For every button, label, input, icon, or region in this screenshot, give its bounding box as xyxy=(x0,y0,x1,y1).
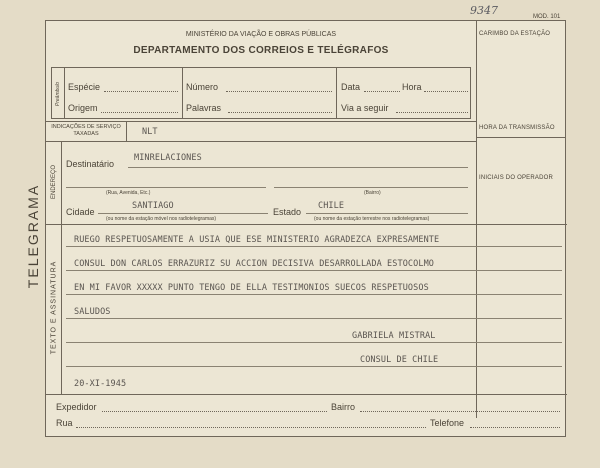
cidade-hint: (ou nome da estação móvel nos radiotelegramas) xyxy=(106,216,217,222)
signature-name: GABRIELA MISTRAL xyxy=(352,331,436,341)
rua-label: Rua xyxy=(56,418,73,428)
estado-label: Estado xyxy=(273,207,302,217)
body-line-1: RUEGO RESPETUOSAMENTE A USIA QUE ESE MINISTERIO AGRADEZCA EXPRESAMENTE xyxy=(74,235,440,245)
handwritten-number: 9347 xyxy=(470,4,498,17)
telegram-date: 20-XI-1945 xyxy=(74,379,127,389)
bairro-hint: (Bairro) xyxy=(364,190,381,196)
stamp-area-label: CARIMBO DA ESTAÇÃO xyxy=(479,31,551,37)
especie-label: Espécie xyxy=(68,82,101,92)
data-label: Data xyxy=(341,82,361,92)
numero-label: Número xyxy=(186,82,219,92)
body-side-label: TEXTO E ASSINATURA xyxy=(50,260,58,355)
bairro-label: Bairro xyxy=(331,402,356,412)
signature-title: CONSUL DE CHILE xyxy=(360,355,439,365)
transmission-time-label: HORA DA TRANSMISSÃO xyxy=(479,125,555,131)
operator-initials-label: INICIAIS DO OPERADOR xyxy=(479,175,554,181)
body-line-3: EN MI FAVOR XXXXX PUNTO TENGO DE ELLA TESTIMONIOS SUECOS RESPETUOSOS xyxy=(74,283,429,293)
ministry-title: MINISTÉRIO DA VIAÇÃO E OBRAS PÚBLICAS xyxy=(185,31,337,38)
service-indications-label: INDICAÇÕES DE SERVIÇO TAXADAS xyxy=(51,124,121,137)
department-title: DEPARTAMENTO DOS CORREIOS E TELÉGRAFOS xyxy=(133,45,389,56)
body-line-2: CONSUL DON CARLOS ERRAZURIZ SU ACCION DECISIVA DESARROLLADA ESTOCOLMO xyxy=(74,259,435,269)
model-number: MOD. 101 xyxy=(533,14,561,20)
body-line-4: SALUDOS xyxy=(74,307,111,317)
palavras-label: Palavras xyxy=(186,103,222,113)
cidade-value: SANTIAGO xyxy=(132,201,174,211)
service-indications-value: NLT xyxy=(142,127,158,137)
destinatario-label: Destinatário xyxy=(66,159,115,169)
preamble-side-label: Preâmbulo xyxy=(55,81,61,107)
destinatario-value: MINRELACIONES xyxy=(134,153,202,163)
telegram-form xyxy=(45,20,566,437)
telefone-label: Telefone xyxy=(430,418,465,428)
estado-value: CHILE xyxy=(318,201,345,211)
origem-label: Origem xyxy=(68,103,98,113)
via-label: Via a seguir xyxy=(341,103,389,113)
hora-label: Hora xyxy=(402,82,422,92)
estado-hint: (ou nome da estação terrestre nos radiotelegramas) xyxy=(314,216,430,222)
address-side-label: ENDEREÇO xyxy=(51,165,57,200)
cidade-label: Cidade xyxy=(66,207,95,217)
rua-hint: (Rua, Avenida, Etc.) xyxy=(106,190,151,196)
telegram-title: TELEGRAMA xyxy=(25,183,41,289)
expedidor-label: Expedidor xyxy=(56,402,97,412)
